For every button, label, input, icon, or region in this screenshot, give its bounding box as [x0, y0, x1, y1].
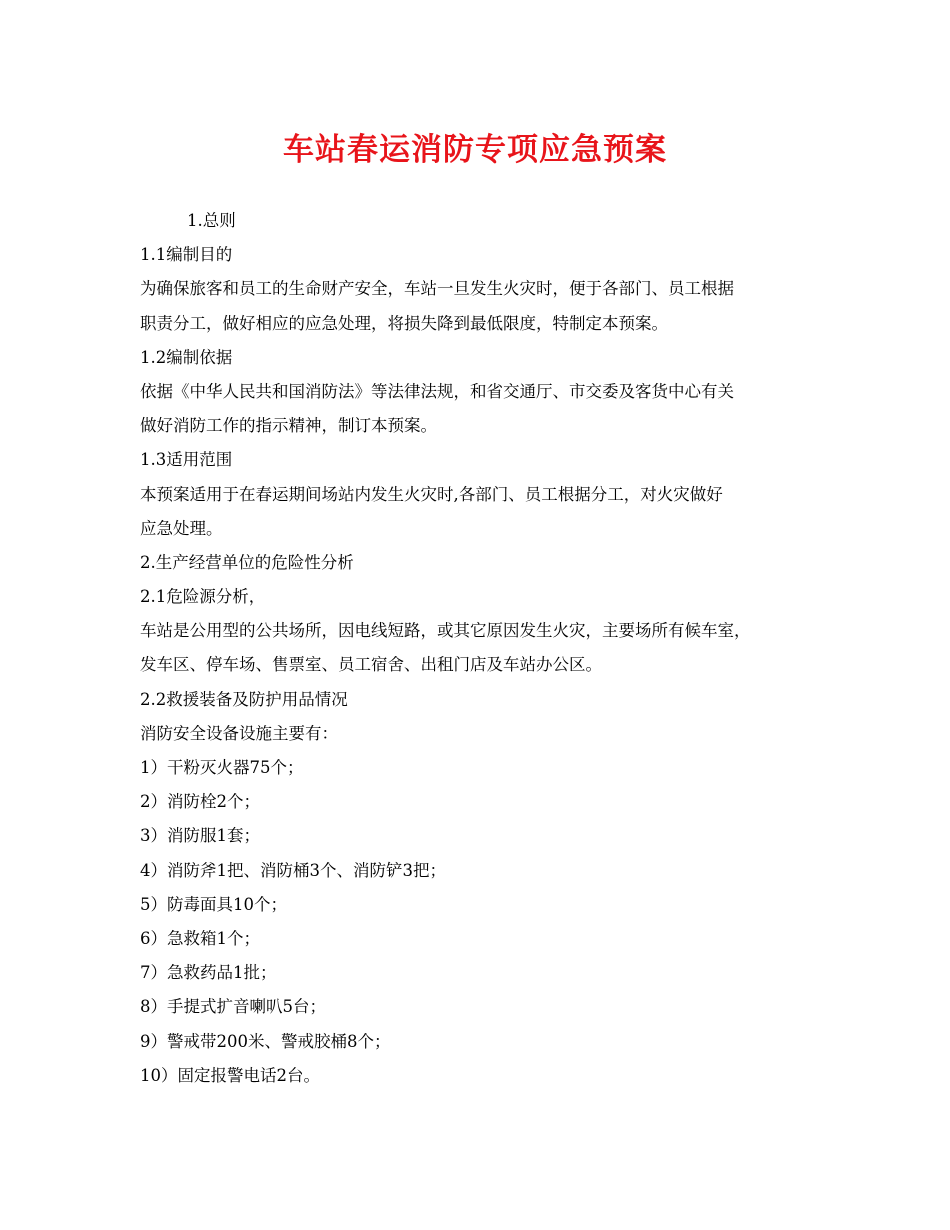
- text-line: 3）消防服1套；: [140, 826, 260, 846]
- document-body: [140, 204, 830, 1093]
- text-line: 1.总则: [187, 211, 236, 230]
- text-line: 做好消防工作的指示精神，制订本预案。: [140, 416, 437, 436]
- document-title: 车站春运消防专项应急预案: [283, 132, 667, 168]
- text-line: 9）警戒带200米、警戒胶桶8个；: [140, 1031, 391, 1051]
- text-line: 1.3适用范围: [140, 450, 233, 470]
- text-line: 7）急救药品1批；: [140, 963, 277, 983]
- text-line: 职责分工，做好相应的应急处理，将损失降到最低限度，特制定本预案。: [140, 313, 668, 333]
- text-line: 1.1编制目的: [140, 245, 233, 265]
- text-line: 10）固定报警电话2台。: [140, 1065, 320, 1085]
- text-line: 发车区、停车场、售票室、员工宿舍、出租门店及车站办公区。: [140, 655, 602, 675]
- text-line: 依据《中华人民共和国消防法》等法律法规，和省交通厅、市交委及客货中心有关: [140, 381, 734, 401]
- text-line: 为确保旅客和员工的生命财产安全，车站一旦发生火灾时，便于各部门、员工根据: [140, 279, 734, 299]
- text-line: 2.2救援装备及防护用品情况: [140, 689, 348, 709]
- text-line: 消防安全设备设施主要有：: [140, 723, 338, 743]
- text-line: 本预案适用于在春运期间场站内发生火灾时,各部门、员工根据分工，对火灾做好: [140, 484, 723, 504]
- text-line: 8）手提式扩音喇叭5台；: [140, 997, 326, 1017]
- text-line: 车站是公用型的公共场所，因电线短路，或其它原因发生火灾，主要场所有候车室，: [140, 621, 751, 641]
- text-line: 1）干粉灭火器75个；: [140, 758, 304, 777]
- text-line: 应急处理。: [140, 518, 223, 538]
- text-line: 6）急救箱1个；: [140, 928, 260, 948]
- text-line: 2.生产经营单位的危险性分析: [140, 552, 354, 572]
- text-line: 5）防毒面具10个；: [140, 894, 287, 914]
- text-line: 1.2编制依据: [140, 347, 233, 367]
- text-line: 2）消防栓2个；: [140, 792, 260, 812]
- text-line: 4）消防斧1把、消防桶3个、消防铲3把；: [140, 860, 446, 880]
- text-line: 2.1危险源分析，: [140, 587, 266, 607]
